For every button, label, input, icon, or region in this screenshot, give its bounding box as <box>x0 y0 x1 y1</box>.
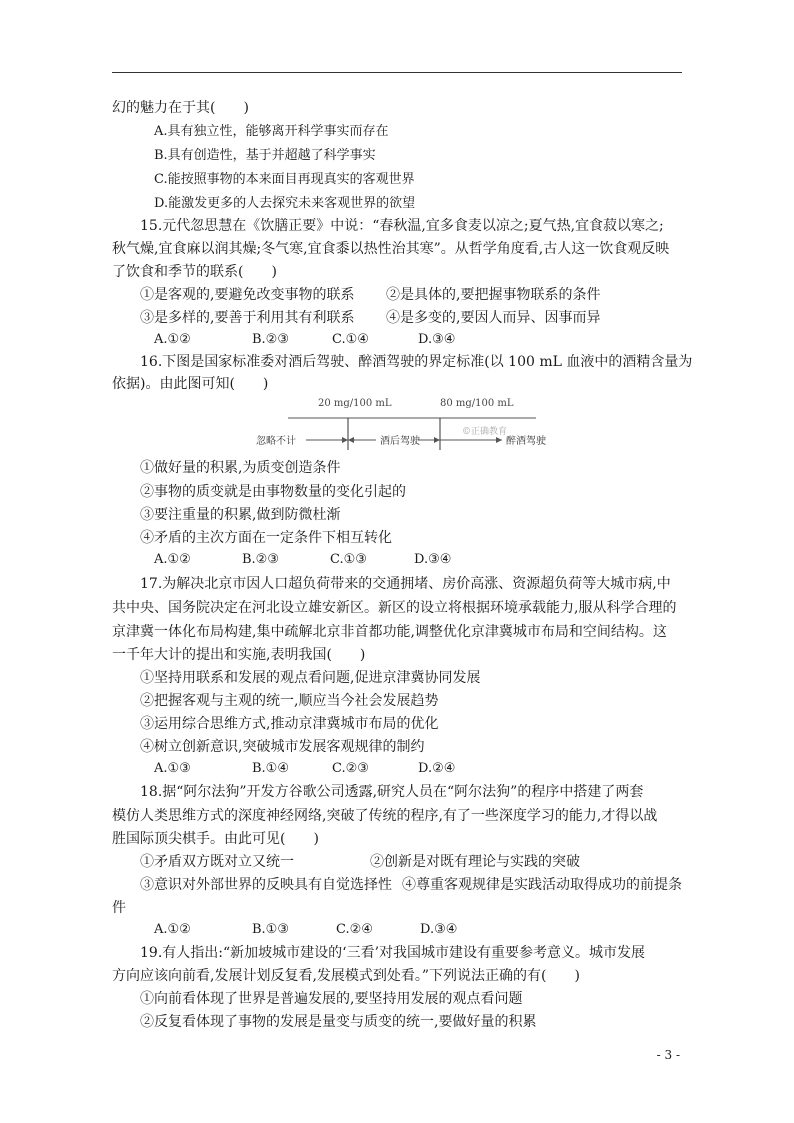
q17-answer-c: C.②③ <box>332 761 369 776</box>
q14-option-a: A.具有独立性，能够离开科学事实而存在 <box>154 124 389 139</box>
zone-2-arrowhead-left <box>348 437 354 443</box>
q16-answer-b: B.②③ <box>242 552 279 567</box>
zone-2-label: 酒后驾驶 <box>380 436 420 447</box>
q18-stem-line-3: 胜国际顶尖棋手。由此可见( ) <box>112 831 319 847</box>
q14-option-c: C.能按照事物的本来面目再现真实的客观世界 <box>154 172 415 187</box>
page-number: - 3 - <box>656 1048 680 1062</box>
q16-item-2: ②事物的质变就是由事物数量的变化引起的 <box>140 484 406 500</box>
header-rule <box>112 72 682 73</box>
q16-answer-a: A.①② <box>154 552 191 567</box>
q18-stem-line-2: 模仿人类思维方式的深度神经网络,突破了传统的程序,有了一些深度学习的能力,才得以战 <box>112 808 658 824</box>
q15-answer-c: C.①④ <box>332 332 369 347</box>
q16-answer-d: D.③④ <box>414 552 452 567</box>
q17-item-1: ①坚持用联系和发展的观点看问题,促进京津冀协同发展 <box>140 670 481 686</box>
q17-answer-b: B.①④ <box>252 761 289 776</box>
q17-item-4: ④树立创新意识,突破城市发展客观规律的制约 <box>140 739 425 755</box>
q18-answer-b: B.①③ <box>252 922 289 937</box>
q17-stem-line-2: 共中央、国务院决定在河北设立雄安新区。新区的设立将根据环境承载能力,服从科学合理的 <box>112 600 677 616</box>
q15-item-2: ②是具体的,要把握事物联系的条件 <box>386 287 601 303</box>
q18-item-3: ③意识对外部世界的反映具有自觉选择性 <box>140 877 392 893</box>
q17-stem-line-4: 一千年大计的提出和实施,表明我国( ) <box>112 647 366 663</box>
q18-answer-d: D.③④ <box>420 922 458 937</box>
q18-item-1: ①矛盾双方既对立又统一 <box>140 854 294 870</box>
drunk-driving-threshold-figure <box>248 390 548 452</box>
q16-stem-line-2: 依据)。由此图可知( ) <box>112 376 269 392</box>
q18-answer-a: A.①② <box>154 922 191 937</box>
q15-answer-b: B.②③ <box>252 332 289 347</box>
q15-stem-line-1: 15.元代忽思慧在《饮膳正要》中说：“春秋温,宜多食麦以凉之;夏气热,宜食菽以寒之; <box>140 218 664 234</box>
q17-answer-a: A.①③ <box>154 761 191 776</box>
q16-item-1: ①做好量的积累,为质变创造条件 <box>140 460 341 476</box>
q15-answer-a: A.①② <box>154 332 191 347</box>
q18-answer-c: C.②④ <box>336 922 373 937</box>
q14-option-d: D.能激发更多的人去探究未来客观世界的欲望 <box>154 196 416 211</box>
q14-stem-tail: 幻的魅力在于其( ) <box>112 100 249 116</box>
q19-item-2: ②反复看体现了事物的发展是量变与质变的统一,要做好量的积累 <box>140 1014 537 1030</box>
q17-stem-line-3: 京津冀一体化布局构建,集中疏解北京非首都功能,调整优化京津冀城市布局和空间结构。这 <box>112 624 667 640</box>
q16-item-4: ④矛盾的主次方面在一定条件下相互转化 <box>140 530 392 546</box>
q19-item-1: ①向前看体现了世界是普遍发展的,要坚持用发展的观点看问题 <box>140 991 523 1007</box>
q19-stem-line-1: 19.有人指出:“新加坡城市建设的‘三看’对我国城市建设有重要参考意义。城市发展 <box>140 945 646 961</box>
q15-item-1: ①是客观的,要避免改变事物的联系 <box>140 287 355 303</box>
zone-3-arrowhead <box>496 437 502 443</box>
q16-item-3: ③要注重量的积累,做到防微杜渐 <box>140 507 341 523</box>
zone-1-arrowhead <box>342 437 348 443</box>
q14-option-b: B.具有创造性，基于并超越了科学事实 <box>154 148 376 163</box>
q17-item-2: ②把握客观与主观的统一,顺应当今社会发展趋势 <box>140 693 439 709</box>
q19-stem-line-2: 方向应该向前看,发展计划反复看,发展模式到处看。”下列说法正确的有( ) <box>112 968 580 984</box>
q18-item-2: ②创新是对既有理论与实践的突破 <box>370 854 580 870</box>
q16-stem-line-1: 16.下图是国家标准委对酒后驾驶、醉酒驾驶的界定标准(以 100 mL 血液中的酒精含量为 <box>140 354 693 370</box>
q18-stem-line-1: 18.据“阿尔法狗”开发方谷歌公司透露,研究人员在“阿尔法狗”的程序中搭建了两套 <box>140 784 644 800</box>
q17-stem-line-1: 17.为解决北京市因人口超负荷带来的交通拥堵、房价高涨、资源超负荷等大城市病,中 <box>140 576 671 592</box>
zone-1-label: 忽略不计 <box>256 436 296 447</box>
q15-answer-d: D.③④ <box>418 332 456 347</box>
threshold-2-label: 80 mg/100 mL <box>440 398 514 409</box>
q15-stem-line-3: 了饮食和季节的联系( ) <box>112 264 277 280</box>
zone-3-label: 醉酒驾驶 <box>506 436 546 447</box>
q15-item-3: ③是多样的,要善于利用其有利联系 <box>140 310 355 326</box>
q17-answer-d: D.②④ <box>418 761 456 776</box>
q16-answer-c: C.①③ <box>330 552 367 567</box>
q15-stem-line-2: 秋气燥,宜食麻以润其燥;冬气寒,宜食黍以热性治其寒”。从哲学角度看,古人这一饮食观反映 <box>112 241 670 257</box>
zone-2-arrowhead-right <box>434 437 440 443</box>
q18-item-4-wrap: 件 <box>112 900 126 916</box>
figure-watermark: ©正确教育 <box>462 427 508 437</box>
q15-item-4: ④是多变的,要因人而异、因事而异 <box>386 310 601 326</box>
threshold-1-label: 20 mg/100 mL <box>318 398 392 409</box>
q17-item-3: ③运用综合思维方式,推动京津冀城市布局的优化 <box>140 716 439 732</box>
q18-item-4: ④尊重客观规律是实践活动取得成功的前提条 <box>402 877 682 893</box>
